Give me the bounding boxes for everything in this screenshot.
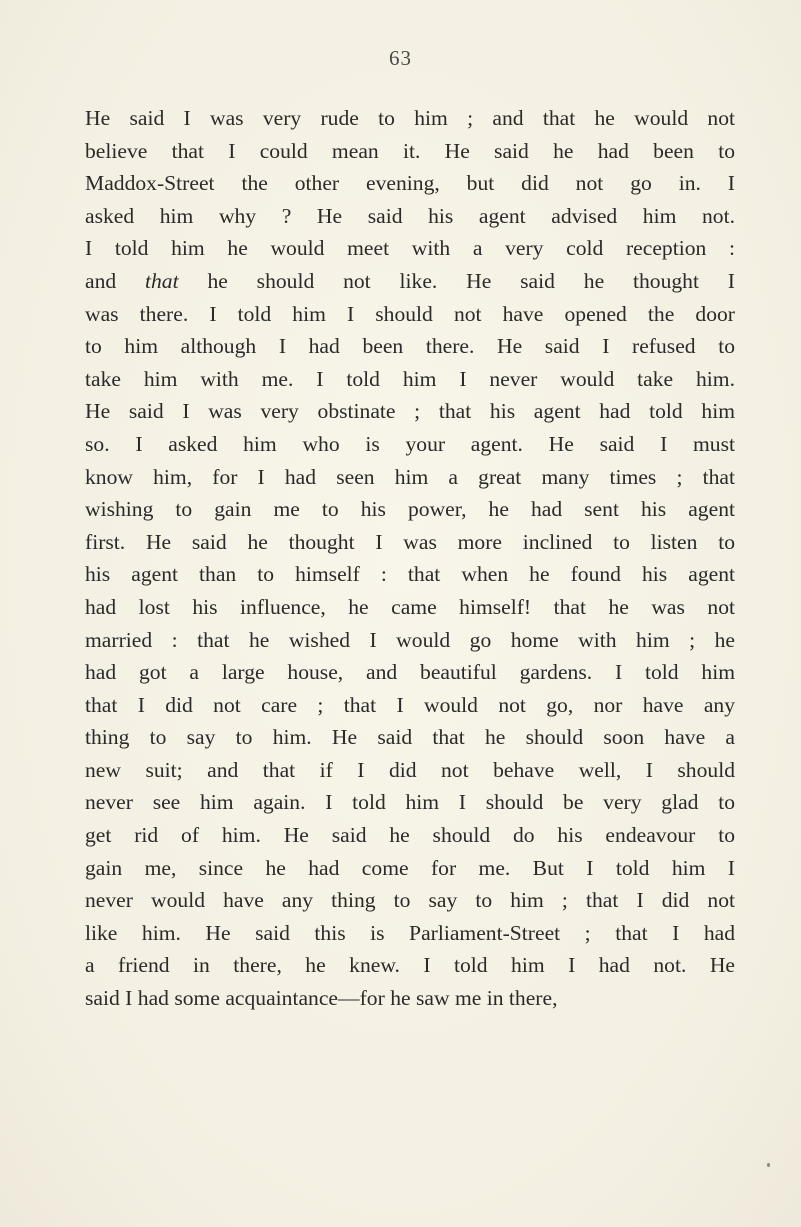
text-line: know him, for I had seen him a great many times ; that [85,464,735,489]
text-line: his agent than to himself : that when he found his agent [85,562,735,587]
text-line: gain me, since he had come for me. But I told him I [85,855,735,880]
text-line: that I did not care ; that I would not go, nor have any [85,692,735,717]
text-line: Maddox-Street the other evening, but did not go in. I [85,171,735,196]
text-line: I told him he would meet with a very cold reception : [85,236,735,261]
text-segment: he should not like. He said he thought I [178,268,735,293]
text-line: had got a large house, and beautiful gardens. I told him [85,660,735,685]
ink-speck [767,1163,770,1167]
text-line: first. He said he thought I was more inclined to listen to [85,529,735,554]
text-segment: and [85,268,146,293]
text-line: was there. I told him I should not have opened the door [85,301,735,326]
text-line: He said I was very obstinate ; that his agent had told him [85,399,735,424]
text-line: He said I was very rude to him ; and that he would not [85,106,735,130]
text-line: never would have any thing to say to him ; that I did not [85,888,735,913]
text-line: said I had some acquaintance—for he saw me in there, [85,986,558,1011]
text-line: like him. He said this is Parliament-Street ; that I had [85,920,735,945]
text-line: never see him again. I told him I should be very glad to [85,790,735,815]
text-line: wishing to gain me to his power, he had sent his agent [85,497,735,522]
text-line: married : that he wished I would go home with him ; he [85,627,735,652]
text-line: had lost his influence, he came himself! that he was not [85,594,735,619]
text-line: take him with me. I told him I never would take him. [85,366,735,391]
text-line: thing to say to him. He said that he should soon have a [85,725,735,750]
page-number: 63 [389,46,412,70]
text-line: asked him why ? He said his agent advised him not. [85,203,735,228]
emphasis-text: that [145,268,179,293]
text-line: to him although I had been there. He said I refused to [85,334,735,359]
text-line: so. I asked him who is your agent. He said I must [85,431,735,456]
body-text [85,102,735,1015]
text-line: believe that I could mean it. He said he had been to [85,138,735,163]
text-line [85,265,735,298]
text-line: new suit; and that if I did not behave well, I should [85,757,735,782]
text-line: a friend in there, he knew. I told him I had not. He [85,953,735,978]
text-line: get rid of him. He said he should do his endeavour to [85,823,735,848]
